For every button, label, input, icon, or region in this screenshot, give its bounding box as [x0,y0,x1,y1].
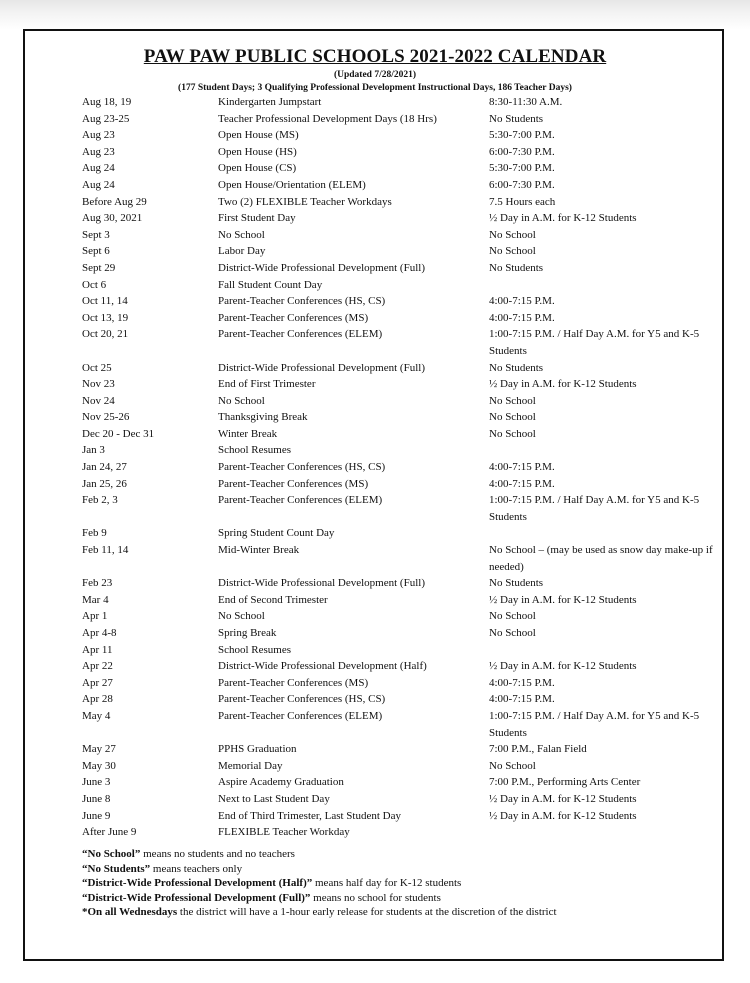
row-note: 4:00-7:15 P.M. [489,676,555,689]
calendar-row [0,658,750,675]
updated-date: (Updated 7/28/2021) [333,70,417,80]
legend-line [82,905,557,920]
row-event: First Student Day [218,212,296,225]
calendar-row [0,376,750,393]
calendar-row [0,592,750,609]
row-date: Mar 4 [82,593,109,606]
calendar-row [0,608,750,625]
calendar-row [0,310,750,327]
row-date: Nov 25-26 [82,411,130,424]
calendar-row [0,260,750,277]
row-date: Before Aug 29 [82,195,147,208]
row-date: Jan 25, 26 [82,477,127,490]
calendar-row [0,459,750,476]
calendar-row [0,160,750,177]
row-event: Parent-Teacher Conferences (HS, CS) [218,693,386,706]
row-event: PPHS Graduation [218,743,297,756]
row-note: ½ Day in A.M. for K-12 Students [489,809,637,822]
page-title: PAW PAW PUBLIC SCHOOLS 2021-2022 CALENDAR [143,46,607,67]
row-note: No School [489,759,536,772]
row-note: 4:00-7:15 P.M. [489,295,555,308]
calendar-row [0,409,750,426]
row-date: May 30 [82,759,116,772]
calendar-row [0,360,750,377]
row-event: Parent-Teacher Conferences (MS) [218,676,369,689]
row-date: Aug 23-25 [82,112,130,125]
calendar-row [0,393,750,410]
calendar-row [0,741,750,758]
row-note: No School [489,427,536,440]
row-event: No School [218,228,265,241]
calendar-row [0,542,750,575]
row-note: No School [489,394,536,407]
row-note: 1:00-7:15 P.M. / Half Day A.M. for Y5 and K-5 Students [489,494,700,523]
row-note: ½ Day in A.M. for K-12 Students [489,212,637,225]
row-note [489,525,721,542]
row-note: No School [489,228,536,241]
calendar-row [0,675,750,692]
legend-line [82,891,557,906]
row-note: 5:30-7:00 P.M. [489,129,555,142]
row-note: No School [489,245,536,258]
row-date: After June 9 [82,826,137,839]
calendar-row [0,625,750,642]
calendar-row [0,426,750,443]
row-note: 4:00-7:15 P.M. [489,477,555,490]
row-note: 4:00-7:15 P.M. [489,461,555,474]
calendar-row [0,293,750,310]
calendar-row [0,476,750,493]
calendar-row [0,111,750,128]
row-note: 7:00 P.M., Performing Arts Center [489,776,641,789]
row-note: No School [489,411,536,424]
calendar-row [0,144,750,161]
row-date: Aug 23 [82,145,115,158]
row-event: Parent-Teacher Conferences (ELEM) [218,709,383,722]
calendar-row [0,758,750,775]
row-date: Oct 20, 21 [82,328,129,341]
row-date: Apr 11 [82,643,113,656]
row-date: May 4 [82,709,111,722]
row-date: Aug 18, 19 [82,96,132,108]
row-event: Open House (HS) [218,145,297,158]
row-event: Two (2) FLEXIBLE Teacher Workdays [218,195,392,208]
row-note: ½ Day in A.M. for K-12 Students [489,593,637,606]
row-event: Parent-Teacher Conferences (HS, CS) [218,461,386,474]
row-event: Mid-Winter Break [218,544,300,557]
row-date: Feb 2, 3 [82,494,118,507]
row-event: Kindergarten Jumpstart [218,96,322,108]
row-event: District-Wide Professional Development (Full) [218,361,425,374]
calendar-row [0,492,750,525]
row-date: June 3 [82,776,111,789]
row-date: Sept 6 [82,245,110,258]
row-date: Nov 23 [82,378,115,391]
calendar-row [0,708,750,741]
row-date: Oct 13, 19 [82,311,129,324]
row-note: ½ Day in A.M. for K-12 Students [489,378,637,391]
row-note: 7:00 P.M., Falan Field [489,743,587,756]
row-date: Apr 4-8 [82,627,117,639]
row-note [489,642,721,659]
calendar-row [0,277,750,294]
row-note: 4:00-7:15 P.M. [489,693,555,706]
legend-definition: the district will have a 1-hour early release for students at the discretion of the district [177,906,557,919]
row-date: May 27 [82,743,116,756]
calendar-row [0,127,750,144]
calendar-row [0,94,750,111]
row-date: Jan 24, 27 [82,461,127,474]
row-note: 6:00-7:30 P.M. [489,145,555,158]
row-date: Apr 22 [82,660,113,673]
row-event: Fall Student Count Day [218,278,323,291]
row-note: No Students [489,112,544,125]
row-event: Labor Day [218,245,266,258]
row-note: 1:00-7:15 P.M. / Half Day A.M. for Y5 and K-5 Students [489,328,700,357]
row-event: Memorial Day [218,759,283,772]
calendar-row [0,808,750,825]
calendar-row [0,575,750,592]
row-date: Feb 23 [82,577,113,590]
row-date: June 8 [82,792,111,805]
row-note: 4:00-7:15 P.M. [489,311,555,324]
legend-line [82,876,557,891]
row-event: Open House (CS) [218,162,297,175]
calendar-row [0,642,750,659]
row-note [489,277,721,294]
row-note: No Students [489,577,544,590]
row-event: Parent-Teacher Conferences (ELEM) [218,494,383,507]
row-event: Thanksgiving Break [218,411,308,424]
legend-definition: means no school for students [310,891,441,904]
legend-line [82,862,557,877]
row-event: District-Wide Professional Development (Full) [218,261,425,274]
row-event: Parent-Teacher Conferences (HS, CS) [218,295,386,308]
legend-term: “No School” [82,848,141,860]
calendar-table [0,94,750,841]
row-event: No School [218,610,265,623]
legend-line [82,847,557,862]
row-event: Parent-Teacher Conferences (MS) [218,311,369,324]
legend-definition: means no students and no teachers [140,848,295,860]
page-subtitle: (177 Student Days; 3 Qualifying Professional Development Instructional Days, 186 Teacher Days) [178,83,572,93]
row-note: 1:00-7:15 P.M. / Half Day A.M. for Y5 and K-5 Students [489,709,700,739]
row-event: End of First Trimester [218,378,316,391]
calendar-row [0,525,750,542]
row-note: 5:30-7:00 P.M. [489,162,555,175]
legend-term: “District-Wide Professional Development (Half)” [82,877,313,890]
row-date: Apr 28 [82,693,113,706]
row-note: No School [489,610,536,623]
legend-definition: means teachers only [150,862,243,875]
calendar-row [0,326,750,359]
calendar-row [0,243,750,260]
legend-notes [82,847,557,920]
row-event: Parent-Teacher Conferences (MS) [218,477,369,490]
row-note: No Students [489,361,544,374]
row-date: Sept 3 [82,228,110,241]
row-date: June 9 [82,809,111,822]
calendar-row [0,774,750,791]
row-event: Aspire Academy Graduation [218,776,344,789]
row-date: Apr 27 [82,676,113,689]
row-date: Feb 9 [82,527,107,540]
row-note: No School – (may be used as snow day make-up if needed) [489,544,713,573]
calendar-row [0,691,750,708]
row-date: Jan 3 [82,444,105,457]
row-note [489,442,721,459]
row-date: Aug 30, 2021 [82,212,143,225]
row-note: 7.5 Hours each [489,195,556,208]
row-event: School Resumes [218,444,292,457]
legend-term: “No Students” [82,862,151,875]
row-event: Open House/Orientation (ELEM) [218,178,366,191]
row-date: Oct 6 [82,278,107,291]
row-note: 8:30-11:30 A.M. [489,96,563,108]
row-event: Open House (MS) [218,129,299,142]
row-date: Nov 24 [82,394,115,407]
calendar-row [0,791,750,808]
row-note: ½ Day in A.M. for K-12 Students [489,792,637,805]
calendar-row [0,824,750,841]
row-date: Apr 1 [82,610,108,623]
row-event: School Resumes [218,643,292,656]
row-note [489,824,721,841]
calendar-row [0,210,750,227]
row-date: Feb 11, 14 [82,544,129,557]
row-event: No School [218,394,265,407]
row-event: Next to Last Student Day [218,792,330,805]
row-note: ½ Day in A.M. for K-12 Students [489,660,637,673]
row-event: Teacher Professional Development Days (18 Hrs) [218,112,437,125]
legend-term: “District-Wide Professional Development (Full)” [82,891,311,904]
row-date: Aug 23 [82,129,115,142]
row-note: 6:00-7:30 P.M. [489,178,555,191]
row-note: No School [489,627,536,639]
legend-definition: means half day for K-12 students [312,877,462,890]
row-date: Sept 29 [82,261,116,274]
row-event: Parent-Teacher Conferences (ELEM) [218,328,383,341]
row-event: End of Third Trimester, Last Student Day [218,809,401,822]
calendar-row [0,227,750,244]
row-event: District-Wide Professional Development (Half) [218,660,427,673]
row-note: No Students [489,261,544,274]
row-event: Winter Break [218,427,278,440]
row-date: Oct 25 [82,361,112,374]
row-event: District-Wide Professional Development (Full) [218,577,425,590]
calendar-row [0,194,750,211]
calendar-row [0,442,750,459]
row-date: Aug 24 [82,178,115,191]
row-event: End of Second Trimester [218,593,328,606]
row-event: Spring Break [218,627,277,639]
legend-term: *On all Wednesdays [82,906,178,919]
row-event: FLEXIBLE Teacher Workday [218,826,350,839]
row-date: Dec 20 - Dec 31 [82,427,155,440]
row-date: Aug 24 [82,162,115,175]
row-event: Spring Student Count Day [218,527,335,540]
calendar-row [0,177,750,194]
row-date: Oct 11, 14 [82,295,128,308]
